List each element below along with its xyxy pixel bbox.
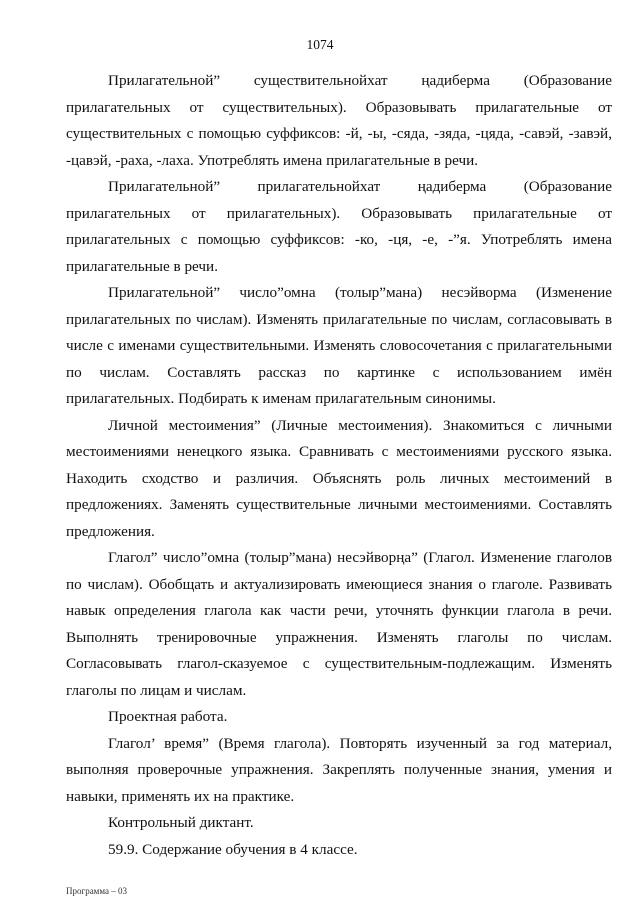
paragraph: Прилагательной” число”омна (толыр”мана) несэйворма (Изменение прилагательных по числам). Изменять прилагательные по числам, согласовывать в числе с именами существительными. Изменять словосочетания с прилагательными по числам. Составлять рассказ по картинке с использованием имён прилагательных. Подбирать к именам прилагательным синонимы. (66, 284, 612, 407)
paragraph: Прилагательной” прилагательнойхат ңадиберма (Образование прилагательных от прилагательных). Образовывать прилагательные от прилагательных с помощью суффиксов: -ко, -ця, -е, -”я. Употреблять имена прилагательные в речи. (66, 178, 612, 275)
page-footer: Программа – 03 (66, 886, 128, 896)
paragraph: Прилагательной” существительнойхат ңадиберма (Образование прилагательных от существительных). Образовывать прилагательные от существительных с помощью суффиксов: -й, -ы, -сяда, -зяда, -цяда, -савэй, -завэй, -цавэй, -раха, -лаха. Употреблять имена прилагательные в речи. (66, 72, 612, 169)
paragraph: Проектная работа. (108, 708, 228, 725)
page-number: 1074 (306, 37, 334, 52)
section-heading: 59.9. Содержание обучения в 4 классе. (108, 840, 358, 858)
paragraph: Глагол’ время” (Время глагола). Повторять изученный за год материал, выполняя проверочные упражнения. Закреплять полученные знания, умения и навыки, применять их на практике. (66, 734, 612, 805)
paragraph: Контрольный диктант. (108, 814, 254, 831)
document-body (66, 68, 612, 863)
paragraph: Личной местоимения” (Личные местоимения). Знакомиться с личными местоимениями ненецкого языка. Сравнивать с местоимениями русского языка. Находить сходство и различия. Объяснять роль личных местоимений в предложениях. Заменять существительные личными местоимениями. Составлять предложения. (66, 416, 612, 540)
paragraph: Глагол” число”омна (толыр”мана) несэйворңа” (Глагол. Изменение глаголов по числам). Обобщать и актуализировать имеющиеся знания о глаголе. Развивать навык определения глагола как части речи, уточнять функции глагола в речи. Выполнять тренировочные упражнения. Изменять глаголы по числам. Согласовывать глагол-сказуемое с существительным-подлежащим. Изменять глаголы по лицам и числам. (66, 549, 612, 699)
